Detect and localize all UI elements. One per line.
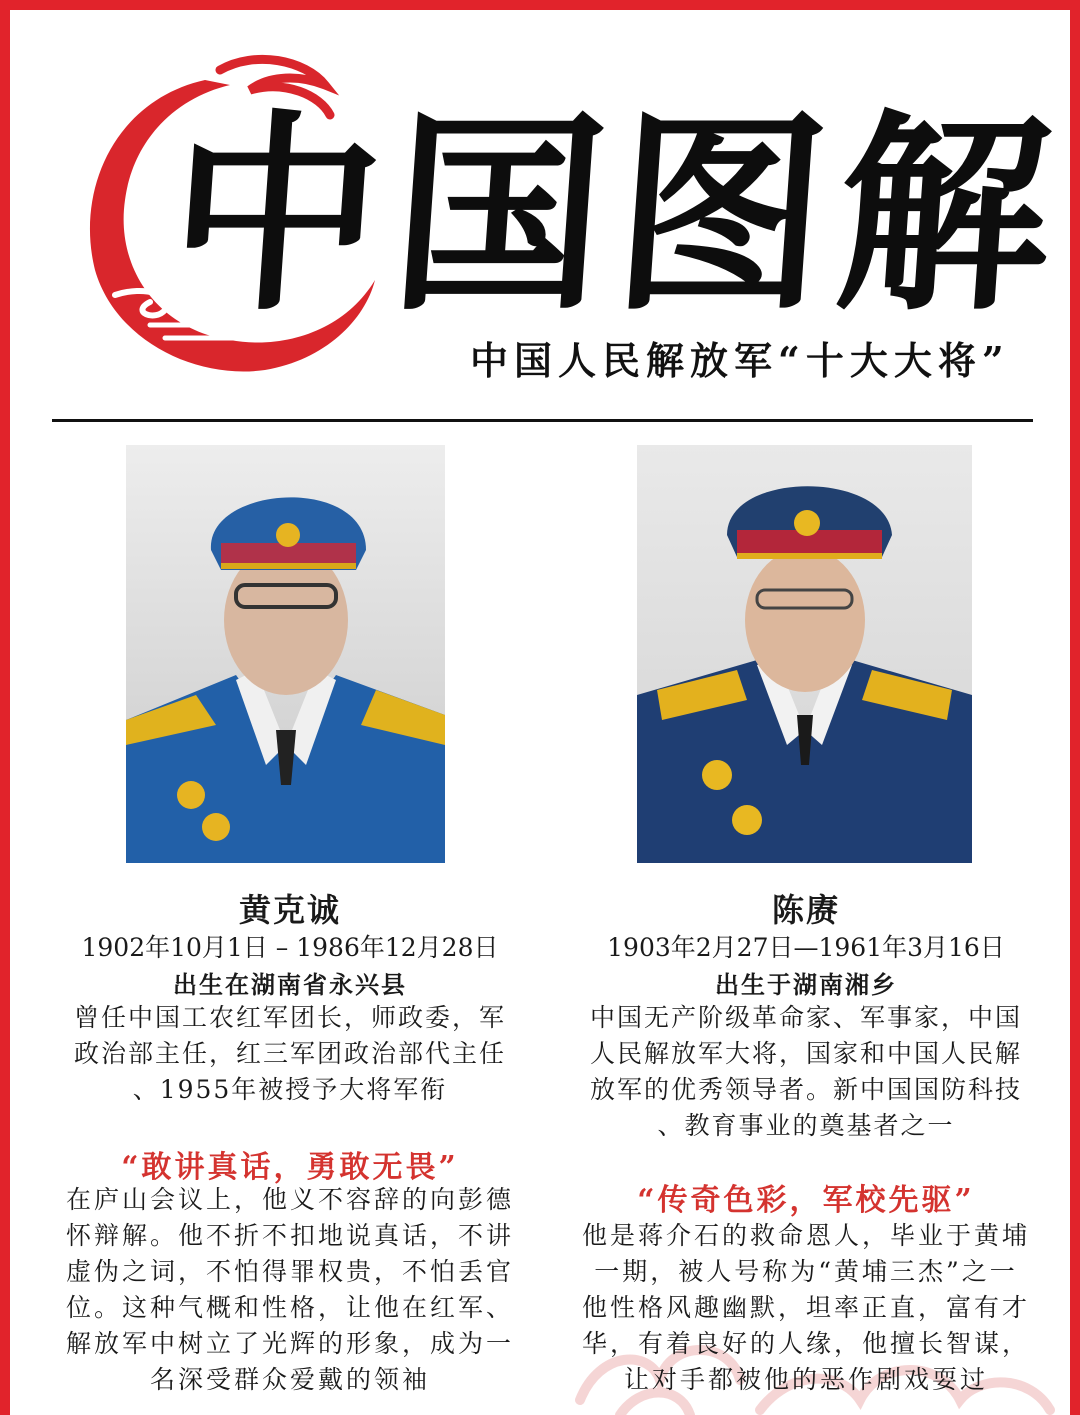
general-dates: 1902年10月1日 – 1986年12月28日 — [81, 933, 499, 962]
bio-line: 、教育事业的奠基者之一 — [657, 1111, 955, 1140]
general-dates: 1903年2月27日—1961年3月16日 — [607, 933, 1005, 962]
story-line: 华，有着良好的人缘，他擅长智谋， — [581, 1329, 1030, 1358]
masthead-char: 中 — [161, 90, 391, 339]
subtitle: 中国人民解放军“十大大将” — [470, 338, 1010, 383]
bio-line: 放军的优秀领导者。新中国国防科技 — [589, 1075, 1022, 1104]
general-bio — [50, 1000, 530, 1108]
general-slogan: “传奇色彩，军校先驱” — [637, 1183, 975, 1218]
bio-line: 、1955年被授予大将军衔 — [132, 1075, 448, 1104]
general-slogan: “敢讲真话，勇敢无畏” — [121, 1150, 459, 1185]
story-line: 名深受群众爱戴的领袖 — [149, 1365, 430, 1394]
portrait-huang-kecheng — [126, 445, 445, 863]
portrait-chen-geng — [637, 445, 972, 863]
bio-line: 中国无产阶级革命家、军事家，中国 — [589, 1003, 1022, 1032]
story-line: 虚伪之词，不怕得罪权贵，不怕丢官 — [65, 1257, 514, 1286]
story-line: 他是蒋介石的救命恩人，毕业于黄埔 — [581, 1221, 1030, 1250]
general-story — [566, 1218, 1046, 1398]
header-divider — [52, 419, 1033, 422]
story-line: 解放军中树立了光辉的形象，成为一 — [65, 1329, 514, 1358]
story-line: 他性格风趣幽默，坦率正直，富有才 — [581, 1293, 1030, 1322]
bio-line: 曾任中国工农红军团长，师政委，军 — [73, 1003, 506, 1032]
masthead-char: 解 — [829, 90, 1059, 339]
story-line: 位。这种气概和性格，让他在红军、 — [65, 1293, 514, 1322]
general-birthplace: 出生在湖南省永兴县 — [173, 970, 407, 999]
story-line: 在庐山会议上，他义不容辞的向彭德 — [65, 1185, 514, 1214]
general-bio — [566, 1000, 1046, 1144]
general-story — [50, 1182, 530, 1398]
general-birthplace: 出生于湖南湘乡 — [715, 970, 897, 999]
general-name: 陈赓 — [771, 891, 840, 929]
masthead-char: 国 — [383, 90, 614, 339]
story-line: 一期，被人号称为“黄埔三杰”之一 — [594, 1257, 1018, 1286]
story-line: 让对手都被他的恶作剧戏耍过 — [623, 1365, 988, 1394]
bio-line: 政治部主任，红三军团政治部代主任 — [73, 1039, 506, 1068]
general-name: 黄克诚 — [238, 891, 341, 929]
masthead-title — [161, 80, 1059, 350]
bio-line: 人民解放军大将，国家和中国人民解 — [589, 1039, 1022, 1068]
masthead-char: 图 — [606, 90, 837, 339]
story-line: 怀辩解。他不折不扣地说真话，不讲 — [65, 1221, 514, 1250]
